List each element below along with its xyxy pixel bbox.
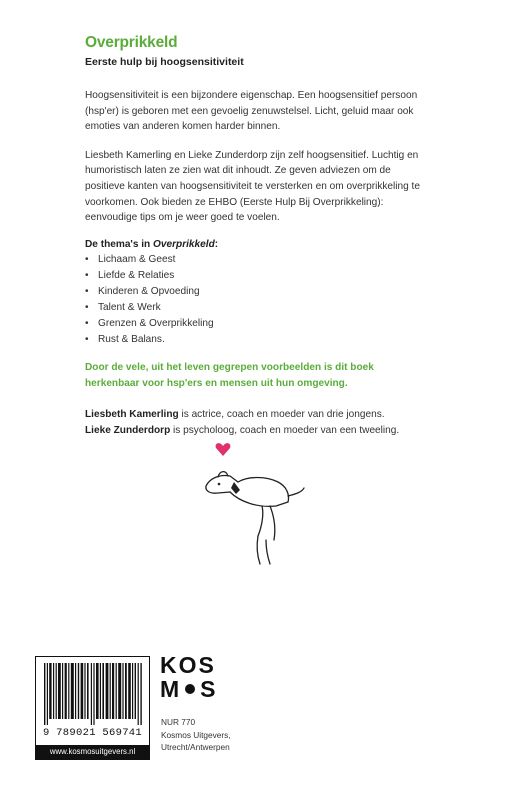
description-paragraph: Liesbeth Kamerling en Lieke Zunderdorp zijn zelf hoogsensitief. Luchtig en humoristisch laten ze zien wat dit inhoudt. Ze geven adviezen om de positieve kanten van hoogsensitiviteit te versterken en om overprikkeling te voorkomen. Ook bieden ze EHBO (Eerste Hulp Bij Overprikkeling): eenvoudige tips om je weer goed te voelen. [85, 149, 420, 224]
list-item: • Rust & Balans. [85, 333, 165, 345]
publisher-url[interactable]: www.kosmosuitgevers.nl [36, 745, 149, 759]
list-item: • Lichaam & Geest [85, 253, 176, 265]
author-name: Liesbeth Kamerling [85, 408, 179, 420]
author-name: Lieke Zunderdorp [85, 424, 171, 436]
nur-code: NUR 770 [161, 717, 196, 727]
list-item: • Liefde & Relaties [85, 269, 175, 281]
list-item: • Talent & Werk [85, 301, 161, 313]
heart-icon [216, 443, 231, 456]
themes-list [85, 252, 430, 348]
isbn-number: 9 789021 569741 [42, 727, 142, 739]
barcode [35, 656, 150, 760]
book-title: Overprikkeld [85, 34, 178, 51]
list-item: • Grenzen & Overprikkeling [85, 317, 214, 329]
list-item: • Kinderen & Opvoeding [85, 285, 200, 297]
dog-with-heart-icon [196, 436, 306, 566]
author-bio-1: Liesbeth Kamerling is actrice, coach en moeder van drie jongens. [85, 408, 385, 420]
themes-heading: De thema's in Overprikkeld: [85, 238, 219, 250]
publisher-info [161, 716, 231, 754]
publisher-city: Utrecht/Antwerpen [161, 742, 230, 752]
themes-heading-book-title: Overprikkeld [153, 238, 215, 250]
publisher-name: Kosmos Uitgevers, [161, 729, 231, 740]
intro-paragraph: Hoogsensitiviteit is een bijzondere eigenschap. Een hoogsensitief persoon (hsp'er) is geboren met een gevoelig zenuwstelsel. Licht, geluid maar ook emoties van anderen komen harder binnen. [85, 90, 418, 133]
cover-text [85, 34, 430, 439]
logo-dot-icon [185, 684, 195, 694]
book-subtitle: Eerste hulp bij hoogsensitiviteit [85, 56, 244, 68]
highlight-statement: Door de vele, uit het leven gegrepen voorbeelden is dit boek herkenbaar voor hsp'ers en mensen uit hun omgeving. [85, 361, 374, 390]
barcode-bars [44, 663, 142, 725]
author-bio-2: Lieke Zunderdorp is psycholoog, coach en moeder van een tweeling. [85, 424, 400, 436]
publisher-logo: KOS M S [160, 652, 218, 702]
